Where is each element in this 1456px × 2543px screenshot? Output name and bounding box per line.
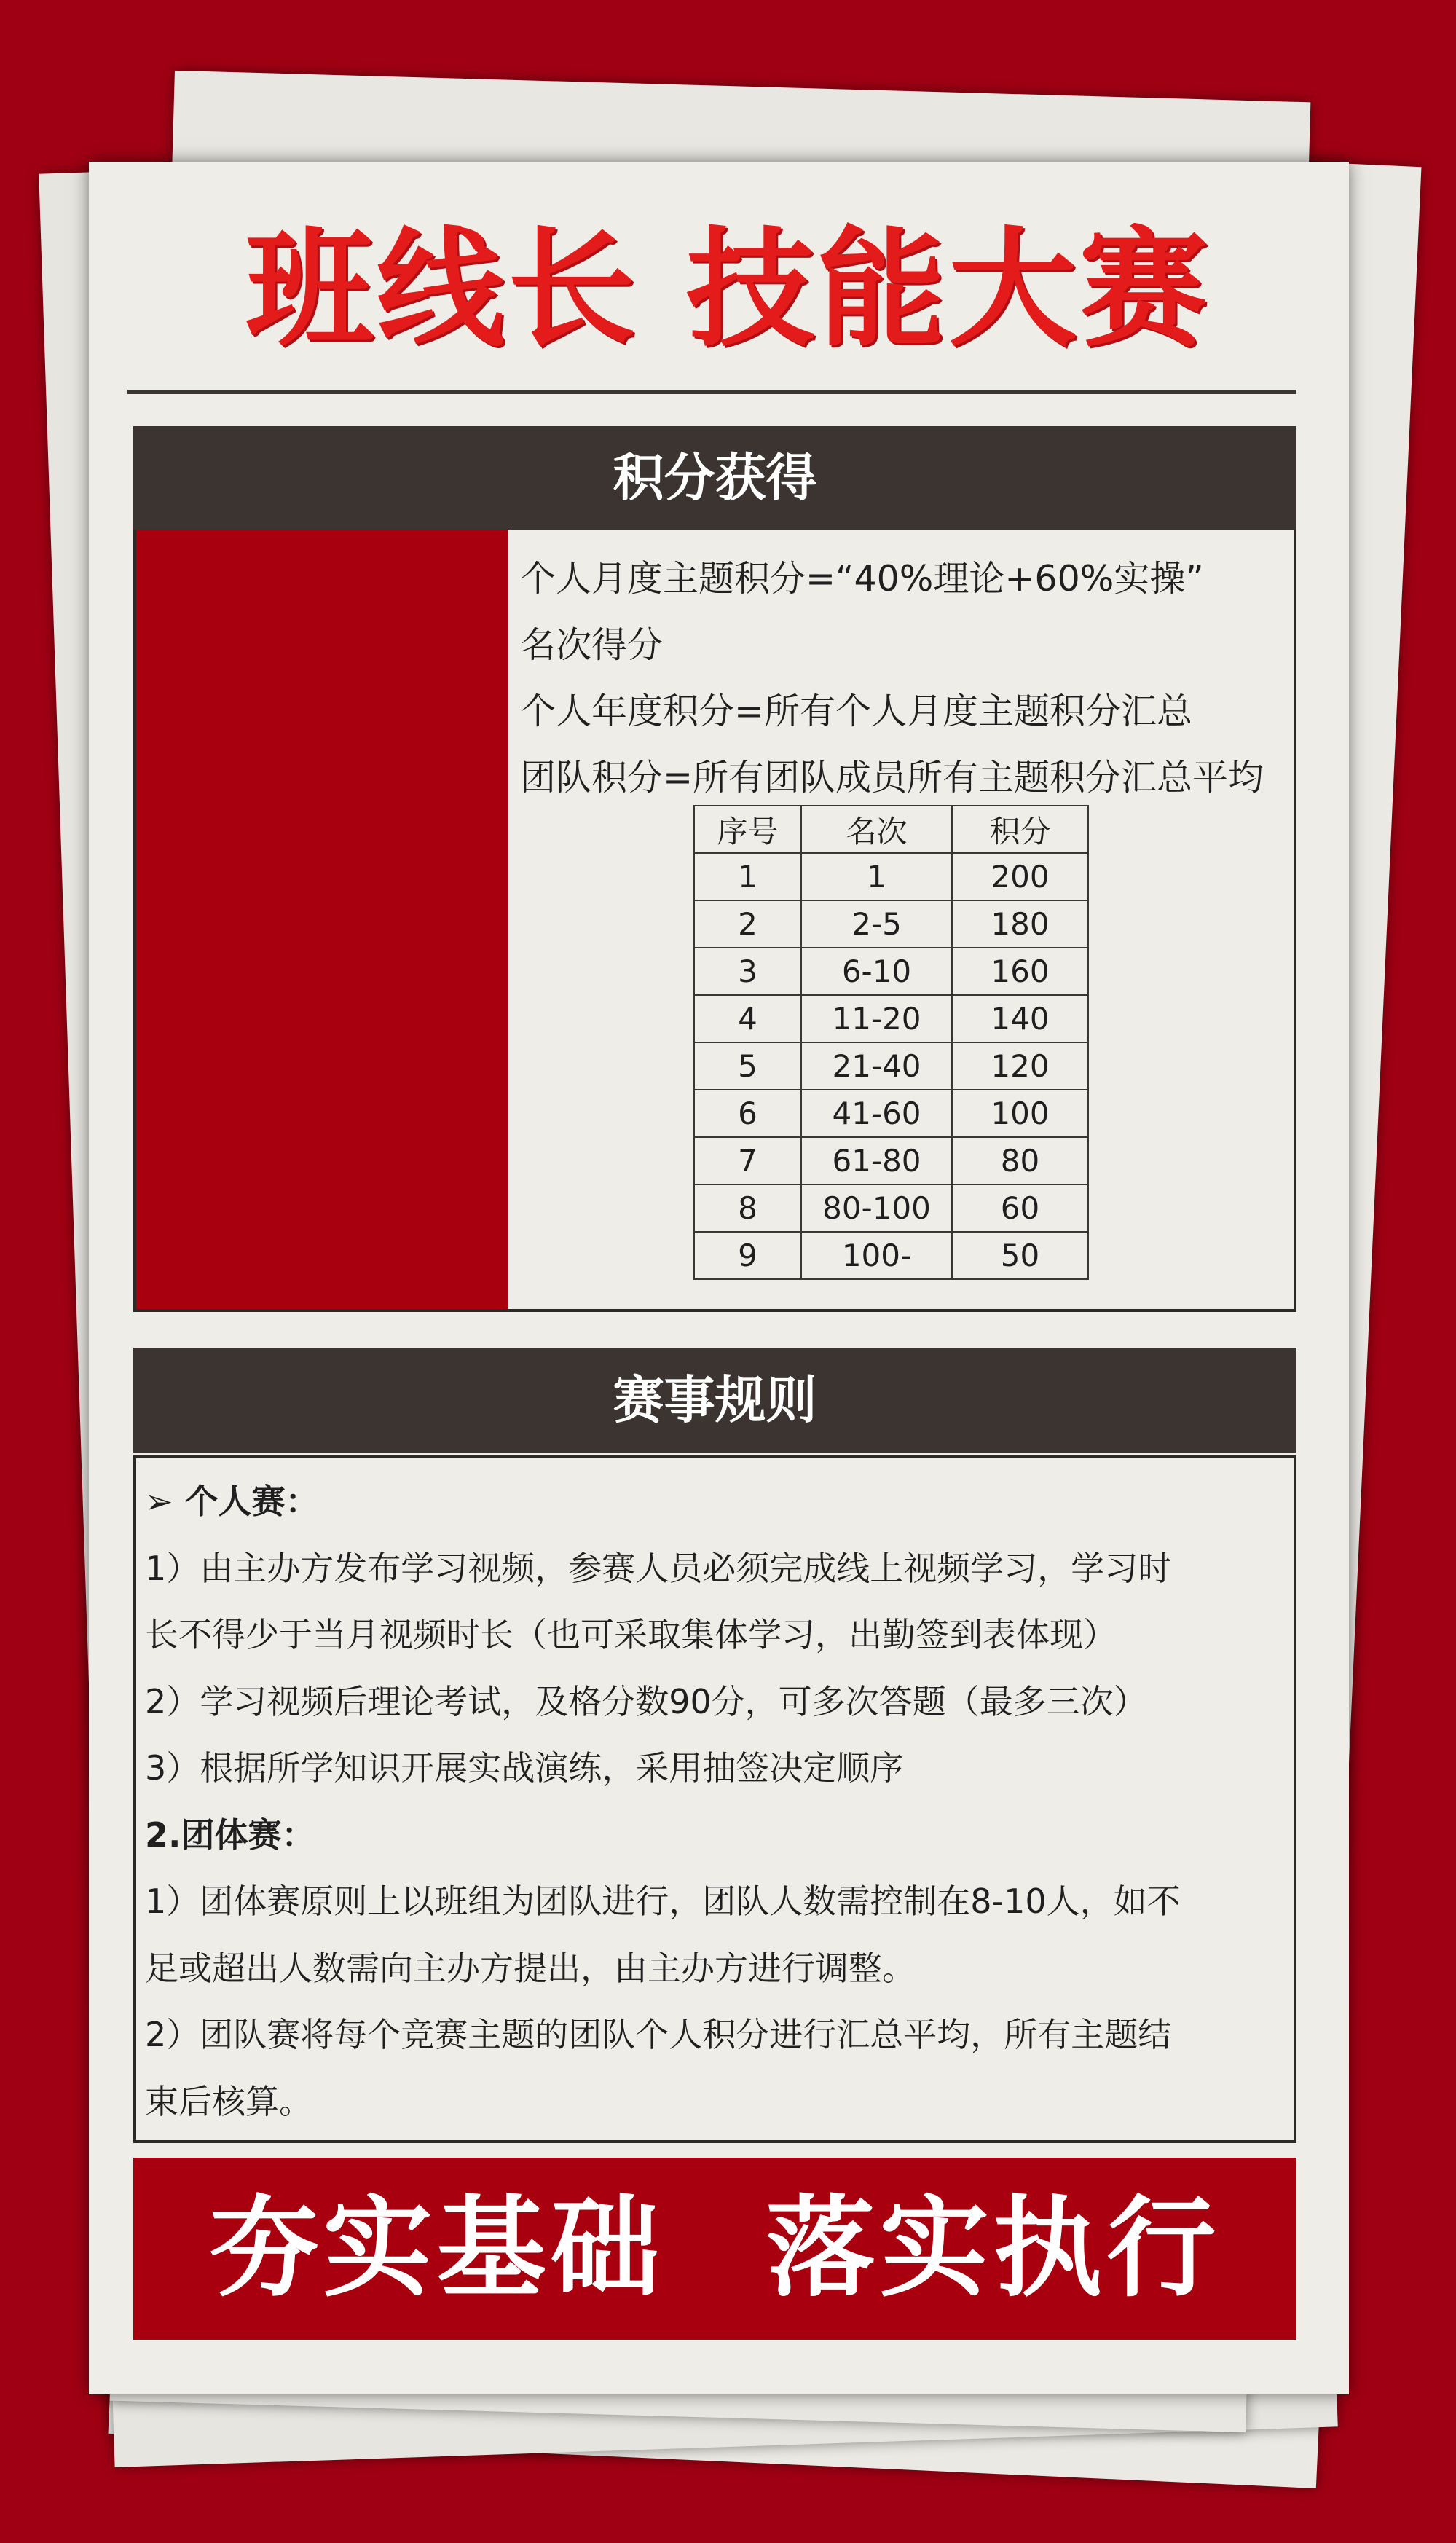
column-header: 序号 xyxy=(694,806,801,853)
table-cell: 1 xyxy=(694,853,801,900)
rule-line: 3）根据所学知识开展实战演练，采用抽签决定顺序 xyxy=(145,1748,904,1788)
score-section-header: 积分获得 xyxy=(133,426,1296,530)
table-cell: 21-40 xyxy=(801,1042,952,1090)
rule-line: 长不得少于当月视频时长（也可采取集体学习，出勤签到表体现） xyxy=(145,1615,1117,1654)
table-cell: 180 xyxy=(952,900,1088,948)
table-row xyxy=(694,1184,1088,1232)
rule-line: 2）学习视频后理论考试，及格分数90分，可多次答题（最多三次） xyxy=(145,1681,1147,1721)
title-divider xyxy=(127,390,1296,394)
table-cell: 1 xyxy=(801,853,952,900)
table-cell: 8 xyxy=(694,1184,801,1232)
table-row xyxy=(694,1232,1088,1279)
rank-score-table xyxy=(693,805,1089,1280)
table-cell: 100 xyxy=(952,1090,1088,1137)
rules-section-header: 赛事规则 xyxy=(133,1348,1296,1453)
poster-title: 班线长 技能大赛 xyxy=(245,215,1211,364)
column-header: 名次 xyxy=(801,806,952,853)
table-header-row xyxy=(694,806,1088,853)
team-heading: 2.团体赛： xyxy=(145,1815,315,1855)
table-row xyxy=(694,1137,1088,1184)
table-cell: 100- xyxy=(801,1232,952,1279)
rule-line: 1）由主办方发布学习视频，参赛人员必须完成线上视频学习，学习时 xyxy=(145,1548,1172,1588)
table-cell: 6 xyxy=(694,1090,801,1137)
table-cell: 200 xyxy=(952,853,1088,900)
formula-line: 个人月度主题积分=“40%理论+60%实操” xyxy=(520,558,1204,600)
table-row xyxy=(694,948,1088,995)
table-cell: 2-5 xyxy=(801,900,952,948)
table-cell: 5 xyxy=(694,1042,801,1090)
score-formulas xyxy=(520,546,1285,811)
table-cell: 7 xyxy=(694,1137,801,1184)
table-cell: 160 xyxy=(952,948,1088,995)
table-cell: 50 xyxy=(952,1232,1088,1279)
table-cell: 6-10 xyxy=(801,948,952,995)
table-row xyxy=(694,853,1088,900)
table-cell: 9 xyxy=(694,1232,801,1279)
slogan-right: 落实执行 xyxy=(766,2185,1221,2312)
rule-line: 2）团队赛将每个竞赛主题的团队个人积分进行汇总平均，所有主题结 xyxy=(145,2015,1172,2054)
table-cell: 120 xyxy=(952,1042,1088,1090)
table-cell: 3 xyxy=(694,948,801,995)
table-cell: 41-60 xyxy=(801,1090,952,1137)
table-cell: 61-80 xyxy=(801,1137,952,1184)
table-row xyxy=(694,995,1088,1042)
rules-text xyxy=(145,1469,1288,2135)
red-image-panel xyxy=(136,530,508,1309)
table-cell: 80 xyxy=(952,1137,1088,1184)
rule-line: 束后核算。 xyxy=(145,2081,312,2121)
score-section-box xyxy=(133,530,1296,1312)
rules-section-box xyxy=(133,1455,1296,2143)
column-header: 积分 xyxy=(952,806,1088,853)
formula-line: 团队积分=所有团队成员所有主题积分汇总平均 xyxy=(520,757,1264,798)
table-row xyxy=(694,900,1088,948)
table-cell: 60 xyxy=(952,1184,1088,1232)
table-cell: 11-20 xyxy=(801,995,952,1042)
rule-line: 足或超出人数需向主办方提出，由主办方进行调整。 xyxy=(145,1948,916,1988)
table-cell: 2 xyxy=(694,900,801,948)
formula-line: 个人年度积分=所有个人月度主题积分汇总 xyxy=(520,691,1193,732)
formula-line: 名次得分 xyxy=(520,624,664,666)
slogan-left: 夯实基础 xyxy=(209,2185,664,2312)
table-cell: 4 xyxy=(694,995,801,1042)
slogan-banner xyxy=(133,2158,1296,2340)
individual-heading: ➢ 个人赛： xyxy=(145,1482,319,1521)
table-cell: 140 xyxy=(952,995,1088,1042)
table-row xyxy=(694,1090,1088,1137)
rule-line: 1）团体赛原则上以班组为团队进行，团队人数需控制在8-10人，如不 xyxy=(145,1882,1181,1921)
table-cell: 80-100 xyxy=(801,1184,952,1232)
table-row xyxy=(694,1042,1088,1090)
